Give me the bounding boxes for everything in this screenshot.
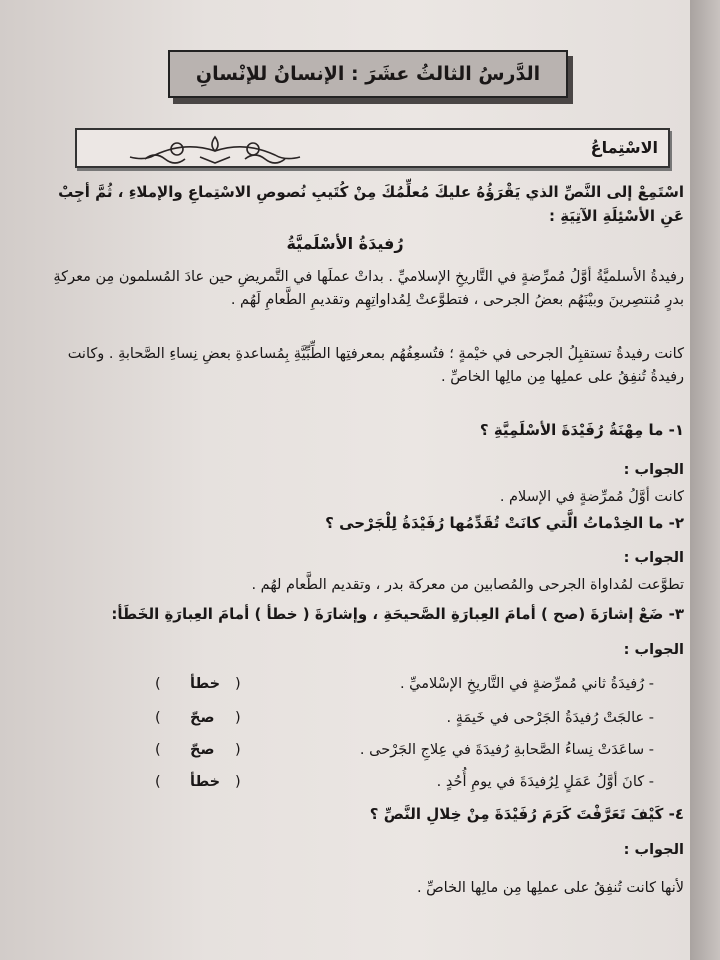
- question-1: ١- ما مِهْنَةُ رُفَيْدَةَ الأسْلَمِيَّةِ ؟: [479, 421, 684, 439]
- lesson-title: الدَّرسُ الثالثُ عشَرَ : الإنسانُ للإنْسانِ: [195, 63, 541, 85]
- true-false-row: - كانَ أوَّلُ عَمَلٍ لِرُفيدَةَ في يومِ أُحُدٍ . ( خطأ ): [155, 774, 654, 790]
- answer-label-1: الجواب :: [623, 462, 684, 478]
- answer-4: لأنها كانت تُنفِقُ على عملِها مِن مالِها الخاصِّ .: [416, 880, 684, 896]
- question-3: ٣- ضَعْ إشارَةَ (صح ) أمامَ العِبارَةِ الصَّحيحَةِ ، وإشارَةَ ( خطأ ) أمامَ العِبارَةِ الخَطَأ:: [111, 605, 684, 623]
- true-false-row: - عالجَتْ رُفيدَةُ الجَرْحى في خَيمَةٍ . ( صحّ ): [155, 710, 654, 726]
- tf-statement: - عالجَتْ رُفيدَةُ الجَرْحى في خَيمَةٍ .: [446, 710, 654, 726]
- answer-label-2: الجواب :: [623, 550, 684, 566]
- tf-verdict: خطأ: [190, 676, 221, 692]
- tf-verdict: صحّ: [190, 742, 215, 758]
- decorative-ornament: [115, 133, 315, 165]
- tf-statement: - رُفيدَةُ ثاني مُمرِّضةٍ في التَّاريخِ الإسْلاميِّ .: [399, 676, 654, 692]
- answer-label-3: الجواب :: [623, 642, 684, 658]
- section-label: الاسْتِماعُ: [590, 138, 658, 157]
- instructions: اسْتَمِعْ إلى النَّصِّ الذي يَقْرَؤُهُ عليكَ مُعلِّمُكَ مِنْ كُتَيبِ نُصوصِ الاسْتِماعِ والإملاءِ ، ثُمَّ أجِبْ عَنِ الأسْئِلَةِ الآتِيَةِ :: [58, 183, 684, 225]
- section-header-box: [75, 128, 670, 168]
- answer-1: كانت أوَّلُ مُمرِّضةٍ في الإسلام .: [499, 489, 684, 505]
- tf-statement: - ساعَدَتْ نِساءُ الصَّحابةِ رُفيدَةَ في عِلاجِ الجَرْحى .: [359, 742, 654, 758]
- answer-2: تطوَّعت لمُداواة الجرحى والمُصابين من معركة بدر ، وتقديم الطَّعام لهُم .: [251, 577, 684, 593]
- next-page-edge: [690, 0, 720, 960]
- true-false-row: - ساعَدَتْ نِساءُ الصَّحابةِ رُفيدَةَ في عِلاجِ الجَرْحى . ( صحّ ): [155, 742, 654, 758]
- question-4: ٤- كَيْفَ تَعَرَّفْتَ كَرَمَ رُفَيْدَةَ مِنْ خِلالِ النَّصِّ ؟: [369, 805, 684, 823]
- tf-verdict: صحّ: [190, 710, 215, 726]
- true-false-row: - رُفيدَةُ ثاني مُمرِّضةٍ في التَّاريخِ الإسْلاميِّ . ( خطأ ): [155, 676, 654, 692]
- question-2: ٢- ما الخِدْماتُ الَّتي كانَتْ تُقَدِّمُها رُفَيْدَةُ لِلْجَرْحى ؟: [325, 514, 684, 532]
- lesson-title-box: [168, 50, 568, 98]
- story-title: رُفيدَةُ الأسْلَميَّةُ: [286, 234, 404, 253]
- tf-statement: - كانَ أوَّلُ عَمَلٍ لِرُفيدَةَ في يومِ أُحُدٍ .: [436, 774, 654, 790]
- story-paragraph-1: رفيدةُ الأسلميَّةُ أوَّلُ مُمرِّضةٍ في التَّاريخِ الإسلاميِّ . بداتْ عملَها في التَّمريضِ حين عادَ المُسلمون مِن معركةِ بدرٍ مُنتصِرينَ وبيْنَهُم بعضُ الجرحى ، فتطوَّعتْ لِمُداواتِهِم وتقديمِ الطَّعامِ لَهُم .: [53, 269, 684, 308]
- tf-verdict: خطأ: [190, 774, 221, 790]
- story-paragraph-2: كانت رفيدةُ تستقبِلُ الجرحى في خيْمةٍ ؛ فتُسعِفُهُم بمعرفتِها الطِّبِّيَّةِ بِمُساعدةِ بعضِ نِساءِ الصَّحابةِ . وكانت رفيدةُ تُنفِقُ على عملِها مِن مالِها الخاصِّ .: [67, 346, 684, 385]
- answer-label-4: الجواب :: [623, 842, 684, 858]
